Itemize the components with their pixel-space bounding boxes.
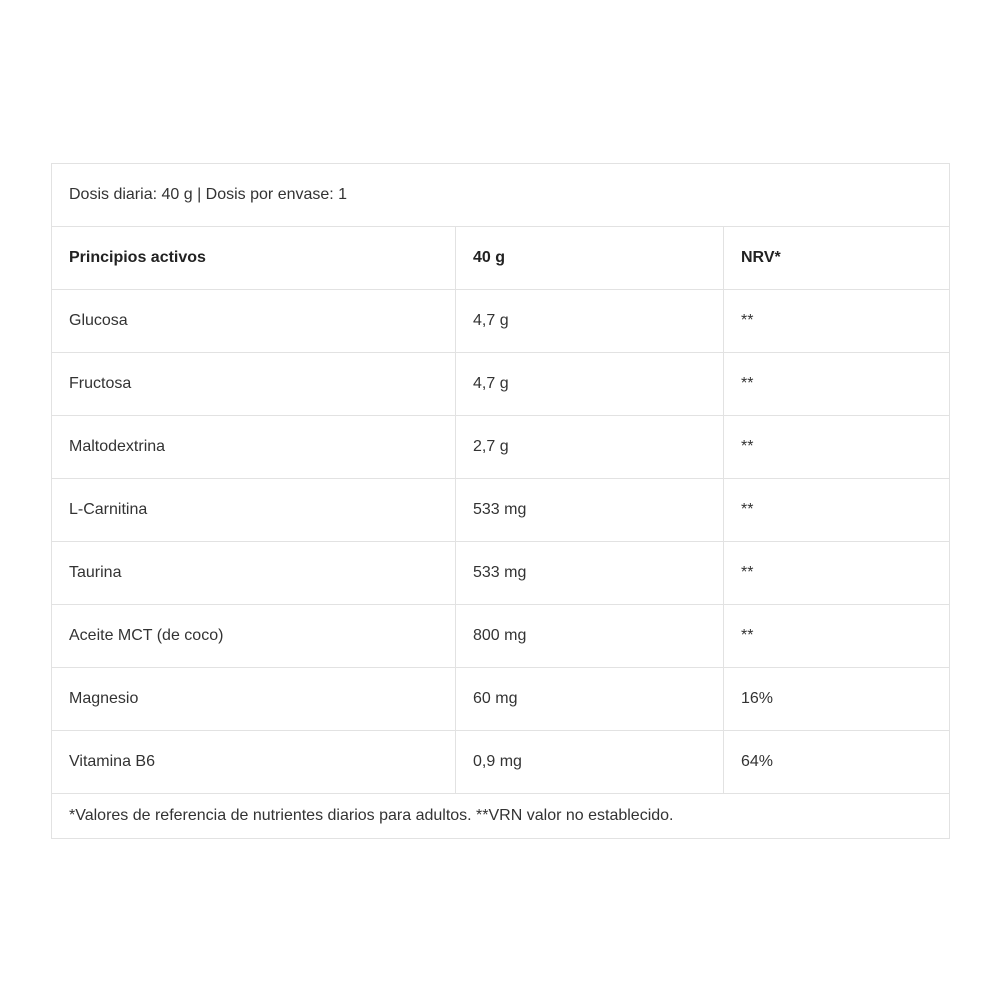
table-row	[52, 542, 950, 605]
ingredient-cell: Glucosa	[52, 290, 456, 353]
amount-cell: 4,7 g	[456, 353, 724, 416]
nrv-cell: **	[724, 353, 950, 416]
amount-cell: 4,7 g	[456, 290, 724, 353]
table-row	[52, 605, 950, 668]
nrv-cell: **	[724, 416, 950, 479]
nrv-cell: **	[724, 542, 950, 605]
nrv-cell: 64%	[724, 731, 950, 794]
amount-cell: 60 mg	[456, 668, 724, 731]
ingredient-cell: Magnesio	[52, 668, 456, 731]
ingredient-cell: Aceite MCT (de coco)	[52, 605, 456, 668]
table-row	[52, 668, 950, 731]
table-row	[52, 731, 950, 794]
amount-cell: 800 mg	[456, 605, 724, 668]
dose-info-row	[52, 164, 950, 227]
nrv-cell: **	[724, 605, 950, 668]
ingredient-cell: Fructosa	[52, 353, 456, 416]
ingredient-cell: Vitamina B6	[52, 731, 456, 794]
nrv-cell: **	[724, 479, 950, 542]
dose-info: Dosis diaria: 40 g | Dosis por envase: 1	[52, 164, 950, 227]
nrv-cell: 16%	[724, 668, 950, 731]
amount-cell: 2,7 g	[456, 416, 724, 479]
table-row	[52, 479, 950, 542]
header-amount: 40 g	[456, 227, 724, 290]
header-ingredient: Principios activos	[52, 227, 456, 290]
amount-cell: 0,9 mg	[456, 731, 724, 794]
ingredient-cell: Maltodextrina	[52, 416, 456, 479]
table-row	[52, 290, 950, 353]
footnote: *Valores de referencia de nutrientes diarios para adultos. **VRN valor no establecido.	[52, 794, 950, 839]
amount-cell: 533 mg	[456, 542, 724, 605]
table-row	[52, 353, 950, 416]
ingredient-cell: Taurina	[52, 542, 456, 605]
table-header-row	[52, 227, 950, 290]
table-row	[52, 416, 950, 479]
footnote-row	[52, 794, 950, 839]
ingredient-cell: L-Carnitina	[52, 479, 456, 542]
nrv-cell: **	[724, 290, 950, 353]
amount-cell: 533 mg	[456, 479, 724, 542]
header-nrv: NRV*	[724, 227, 950, 290]
nutrition-table	[51, 163, 950, 839]
